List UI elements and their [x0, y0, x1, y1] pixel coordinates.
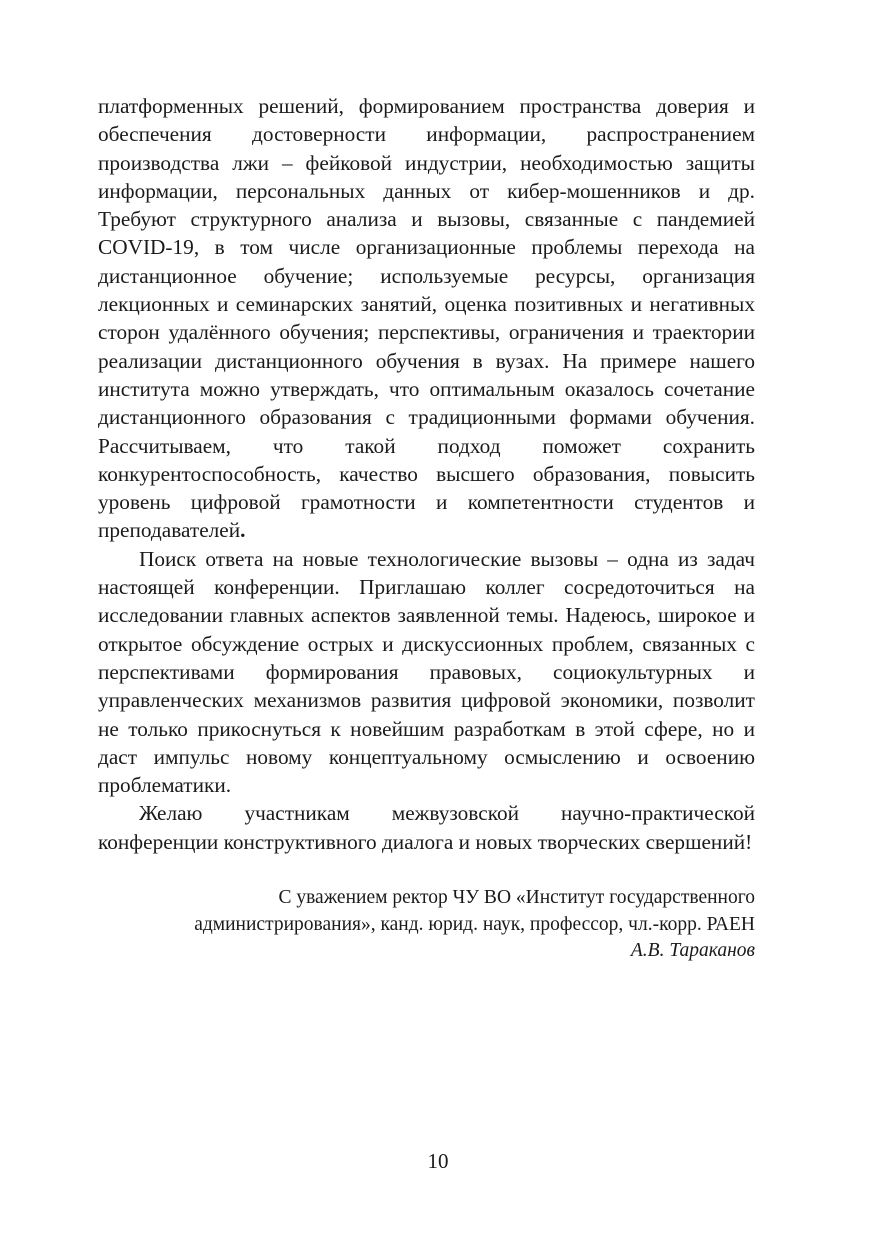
signature-line-1: С уважением ректор ЧУ ВО «Институт государственного	[278, 887, 755, 909]
paragraph-3: Желаю участникам межвузовской научно-практической конференции конструктивного диалога и новых творческих свершений!	[98, 801, 755, 854]
page-number: 10	[427, 1149, 449, 1173]
document-body	[98, 92, 755, 965]
paragraph-1-text: платформенных решений, формированием пространства доверия и обеспечения достоверности информации, распространением производства лжи – фейковой индустрии, необходимостью защиты информации, персональных данных от кибер-мошенников и др. Требуют структурного анализа и вызовы, связанные с пандемией COVID-19, в том числе организационные проблемы перехода на дистанционное обучение; используемые ресурсы, организация лекционных и семинарских занятий, оценка позитивных и негативных сторон удалённого обучения; перспективы, ограничения и траектории реализации дистанционного обучения в вузах. На примере нашего института можно утверждать, что оптимальным оказалось сочетание дистанционного образования с традиционными формами обучения. Рассчитываем, что такой подход поможет сохранить конкурентоспособность, качество высшего образования, повысить уровень цифровой грамотности и компетентности студентов и преподавателей	[98, 94, 755, 543]
signature-line-2: администрирования», канд. юрид. наук, профессор, чл.-корр. РАЕН	[194, 913, 755, 935]
signature-block	[98, 885, 755, 965]
paragraph-2: Поиск ответа на новые технологические вызовы – одна из задач настоящей конференции. Приглашаю коллег сосредоточиться на исследовании главных аспектов заявленной темы. Надеюсь, широкое и открытое обсуждение острых и дискуссионных проблем, связанных с перспективами формирования правовых, социокультурных и управленческих механизмов развития цифровой экономики, позволит не только прикоснуться к новейшим разработкам в этой сфере, но и даст импульс новому концептуальному осмыслению и освоению проблематики.	[98, 546, 755, 798]
paragraph-1-bold-period: .	[240, 518, 246, 543]
paragraph-1	[98, 92, 755, 545]
signature-name: А.В. Тараканов	[630, 940, 755, 962]
